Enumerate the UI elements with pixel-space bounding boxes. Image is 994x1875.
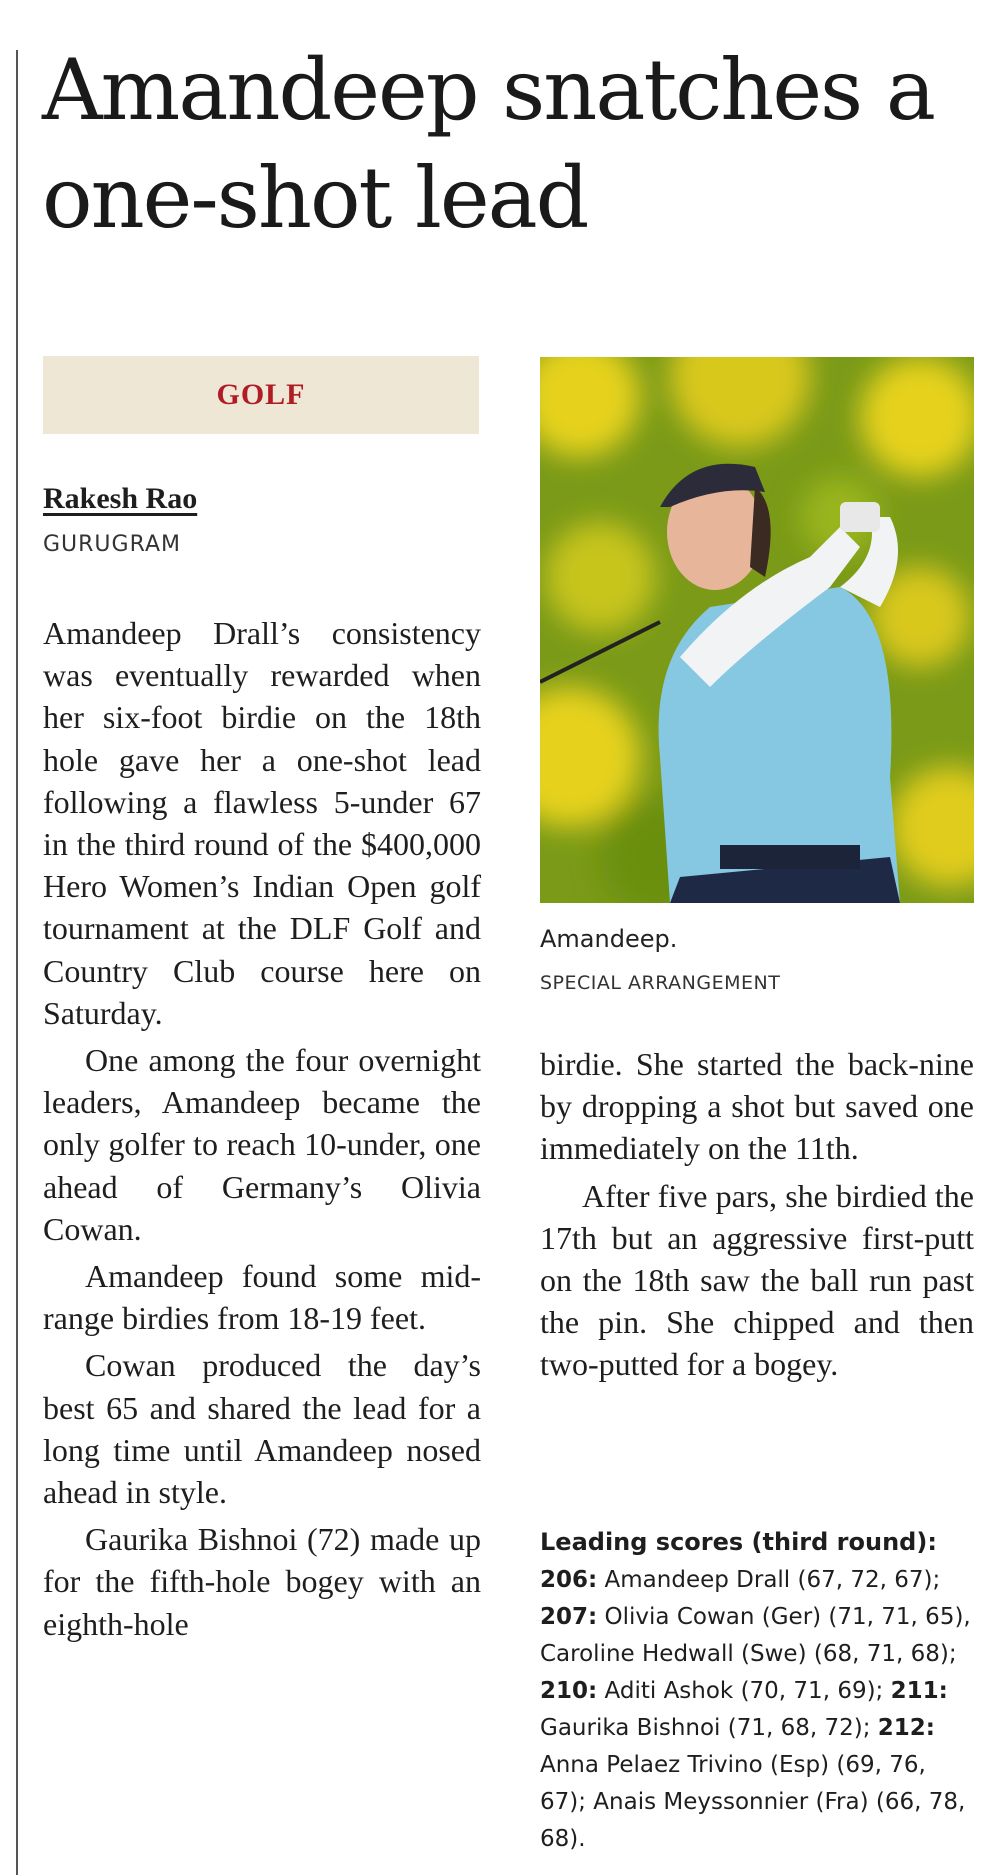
score-player: Gaurika Bishnoi (71, 68, 72); <box>540 1715 878 1741</box>
column-rule <box>16 50 18 1875</box>
score-value: 207: <box>540 1604 598 1630</box>
golfer-illustration <box>540 357 974 903</box>
score-value: 206: <box>540 1567 598 1593</box>
score-value: 210: <box>540 1678 598 1704</box>
photo-credit: SPECIAL ARRANGEMENT <box>540 972 781 994</box>
score-value: 211: <box>890 1678 948 1704</box>
byline: Rakesh Rao <box>43 482 198 515</box>
golfer-photo <box>540 357 974 903</box>
paragraph: One among the four overnight leaders, Amandeep became the only golfer to reach 10-under, one ahead of Germany’s Olivia Cowan. <box>43 1042 481 1247</box>
article-body-right <box>540 1043 974 1503</box>
article-body-left <box>43 612 481 1872</box>
headline: Amandeep snatches a one-shot lead <box>42 41 934 247</box>
kicker-label: GOLF <box>216 378 306 411</box>
score-player: Anna Pelaez Trivino (Esp) (69, 76, 67); Anais Meyssonnier (Fra) (66, 78, 68). <box>540 1752 966 1852</box>
paragraph: Amandeep Drall’s consistency was eventually rewarded when her six-foot birdie on the 18th hole gave her a one-shot lead following a flawless 5-under 67 in the third round of the $400,000 Hero Women’s Indian Open golf tournament at the DLF Golf and Country Club course here on Saturday. <box>43 615 481 1031</box>
paragraph: Gaurika Bishnoi (72) made up for the fifth-hole bogey with an eighth-hole <box>43 1521 481 1642</box>
scores-title: Leading scores (third round): <box>540 1528 937 1556</box>
paragraph: birdie. She started the back-nine by dropping a shot but saved one immediately on the 11th. <box>540 1046 974 1167</box>
paragraph: After five pars, she birdied the 17th but an aggressive first-putt on the 18th saw the ball run past the pin. She chipped and then two-putted for a bogey. <box>540 1177 974 1383</box>
score-player: Aditi Ashok (70, 71, 69); <box>597 1678 891 1704</box>
scores-list <box>540 1562 974 1858</box>
paragraph: Cowan produced the day’s best 65 and shared the lead for a long time until Amandeep nosed ahead in style. <box>43 1347 481 1511</box>
score-player: Olivia Cowan (Ger) (71, 71, 65), Caroline Hedwall (Swe) (68, 71, 68); <box>540 1604 971 1667</box>
photo-caption: Amandeep. <box>540 925 678 953</box>
section-kicker <box>43 356 479 434</box>
score-player: Amandeep Drall (67, 72, 67); <box>597 1567 941 1593</box>
dateline: GURUGRAM <box>43 532 182 557</box>
paragraph: Amandeep found some mid-range birdies from 18-19 feet. <box>43 1258 481 1337</box>
score-value: 212: <box>877 1715 936 1741</box>
